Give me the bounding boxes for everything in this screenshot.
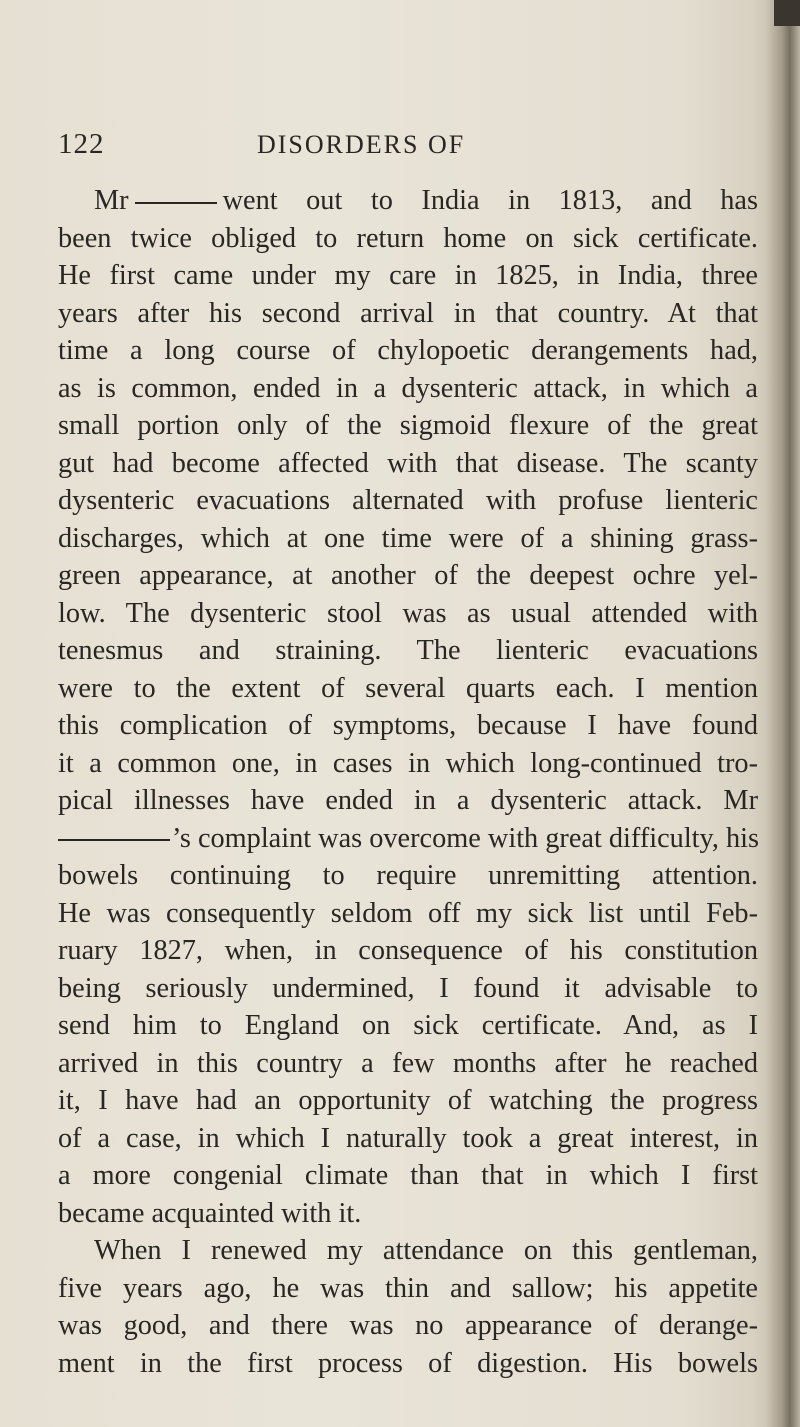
text-line: green appearance, at another of the deepest ochre yel-	[58, 560, 758, 591]
text-line: He first came under my care in 1825, in India, three	[58, 260, 758, 291]
text-line: as is common, ended in a dysenteric attack, in which a	[58, 372, 758, 404]
text-line: became acquainted with it.	[58, 1197, 362, 1229]
text-line: ruary 1827, when, in consequence of his constitution	[58, 935, 758, 966]
text-line: send him to England on sick certificate. And, as I	[58, 1010, 758, 1041]
running-head: DISORDERS OF	[257, 130, 466, 159]
text-line: pical illnesses have ended in a dysenteric attack. Mr	[58, 785, 758, 816]
text-line: low. The dysenteric stool was as usual attended with	[58, 597, 758, 629]
text-line: of a case, in which I naturally took a great interest, in	[58, 1122, 758, 1154]
text-line: small portion only of the sigmoid flexure of the great	[58, 410, 758, 441]
text-line: were to the extent of several quarts each. I mention	[58, 672, 758, 704]
page-edge-shadow	[766, 0, 800, 1427]
text-line: was good, and there was no appearance of derange-	[58, 1310, 758, 1341]
text-line: five years ago, he was thin and sallow; his appetite	[58, 1272, 758, 1304]
text-line: being seriously undermined, I found it advisable to	[58, 972, 758, 1004]
page-corner-mark	[774, 0, 800, 26]
text-line: Mr went out to India in 1813, and has	[94, 185, 758, 216]
text-line: dysenteric evacuations alternated with profuse lienteric	[58, 485, 758, 516]
text-line: He was consequently seldom off my sick list until Feb-	[58, 897, 758, 929]
text-line: When I renewed my attendance on this gentleman,	[94, 1235, 758, 1266]
text-line: been twice obliged to return home on sick certificate.	[58, 222, 758, 254]
text-line: time a long course of chylopoetic derangements had,	[58, 335, 758, 366]
text-line: years after his second arrival in that country. At that	[58, 297, 758, 329]
text-line: it a common one, in cases in which long-continued tro-	[58, 747, 758, 779]
name-omission-dash	[58, 839, 170, 841]
name-omission-dash	[135, 202, 217, 204]
text-line: it, I have had an opportunity of watching the progress	[58, 1085, 758, 1116]
text-line: ment in the first process of digestion. His bowels	[58, 1347, 758, 1379]
text-line: arrived in this country a few months after he reached	[58, 1047, 758, 1079]
body-text	[58, 182, 758, 1382]
page-number: 122	[58, 128, 105, 160]
text-line: bowels continuing to require unremitting attention.	[58, 860, 758, 891]
text-line: ’s complaint was overcome with great difficulty, his	[58, 820, 758, 858]
text-line: tenesmus and straining. The lienteric evacuations	[58, 635, 758, 666]
page-header	[58, 128, 758, 164]
text-line: gut had become affected with that disease. The scanty	[58, 447, 758, 479]
text-line: this complication of symptoms, because I have found	[58, 710, 758, 741]
text-line: discharges, which at one time were of a shining grass-	[58, 522, 758, 554]
text-line: a more congenial climate than that in which I first	[58, 1160, 758, 1191]
